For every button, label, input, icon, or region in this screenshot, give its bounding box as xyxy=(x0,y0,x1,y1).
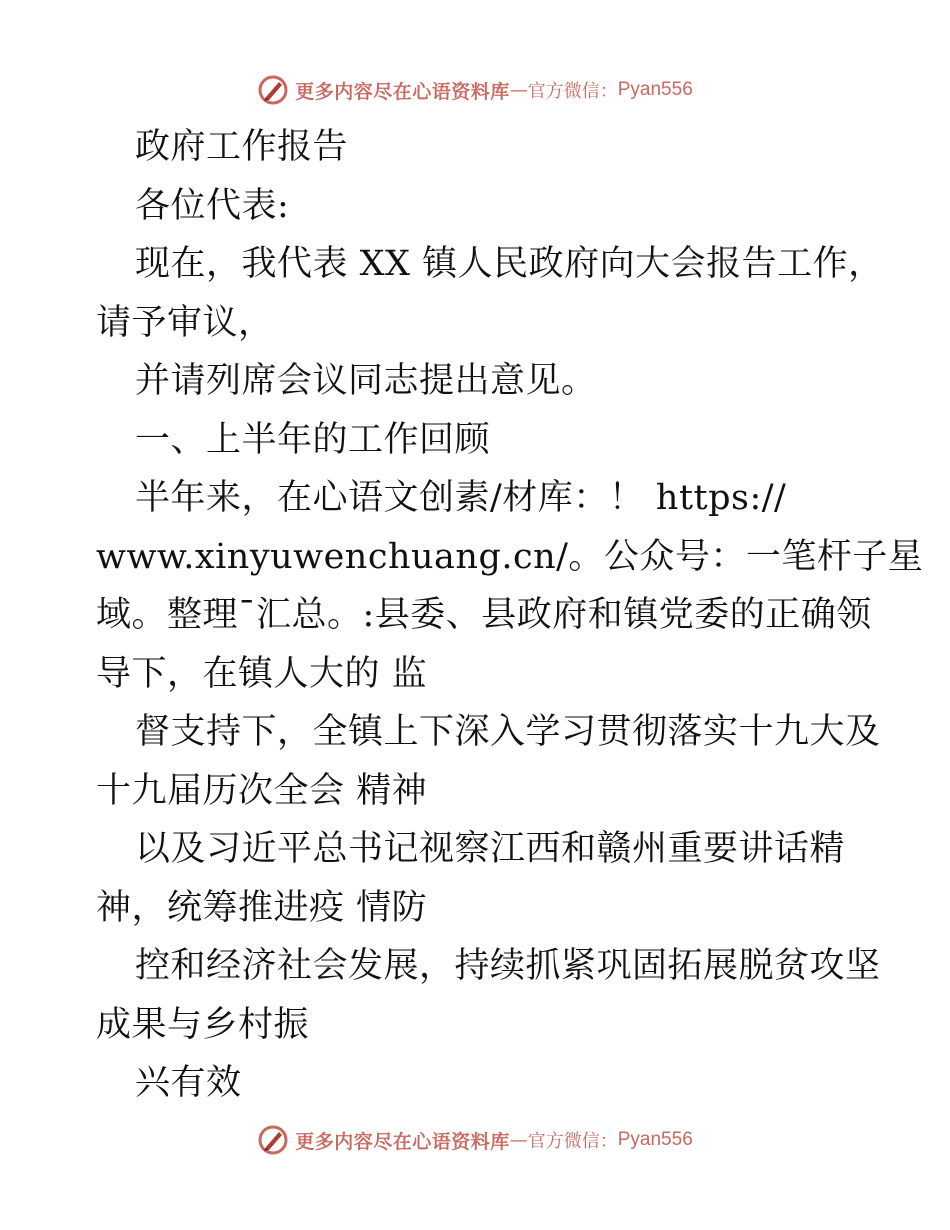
banner-wechat-id: Pyan556 xyxy=(617,79,693,100)
banner-dash: — xyxy=(509,1129,528,1151)
body-line: 请予审议， xyxy=(96,302,274,343)
body-line: 并请列席会议同志提出意见。 xyxy=(135,361,597,401)
document-body xyxy=(96,118,924,1113)
body-line: www.xinyuwenchuang.cn/。公众号：一笔杆子星 xyxy=(96,536,924,577)
body-line: 半年来，在心语文创素/材库：！ https:// xyxy=(135,478,787,518)
body-line: 成果与乡村振 xyxy=(96,1004,310,1045)
banner-wechat-id: Pyan556 xyxy=(617,1129,693,1150)
banner-official-label: 官方微信： xyxy=(527,1131,618,1152)
body-line: 现在，我代表 XX 镇人民政府向大会报告工作， xyxy=(135,244,884,284)
banner-brand-text: 更多内容尽在心语资料库 xyxy=(295,1130,510,1153)
document-title: 政府工作报告 xyxy=(135,127,349,167)
salutation: 各位代表: xyxy=(135,185,290,226)
body-line: 控和经济社会发展，持续抓紧巩固拓展脱贫攻坚 xyxy=(135,946,881,986)
header-watermark-banner xyxy=(0,70,950,110)
body-line: 域。整理¯汇总。:县委、县政府和镇党委的正确领 xyxy=(96,595,872,635)
body-line: 神，统筹推进疫 情防 xyxy=(96,887,428,928)
banner-dash: — xyxy=(509,79,528,101)
quill-pen-logo-icon xyxy=(257,74,289,106)
banner-brand-text: 更多内容尽在心语资料库 xyxy=(295,80,510,103)
body-line: 导下，在镇人大的 监 xyxy=(96,653,428,694)
body-line: 十九届历次全会 精神 xyxy=(96,770,428,811)
banner-official-label: 官方微信： xyxy=(527,81,618,102)
footer-watermark-banner xyxy=(0,1120,950,1160)
body-line: 督支持下，全镇上下深入学习贯彻落实十九大及 xyxy=(135,712,881,752)
body-line: 兴有效 xyxy=(135,1063,242,1103)
section-heading: 一、上半年的工作回顾 xyxy=(135,419,491,460)
body-line: 以及习近平总书记视察江西和赣州重要讲话精 xyxy=(135,829,846,869)
quill-pen-logo-icon xyxy=(257,1124,289,1156)
